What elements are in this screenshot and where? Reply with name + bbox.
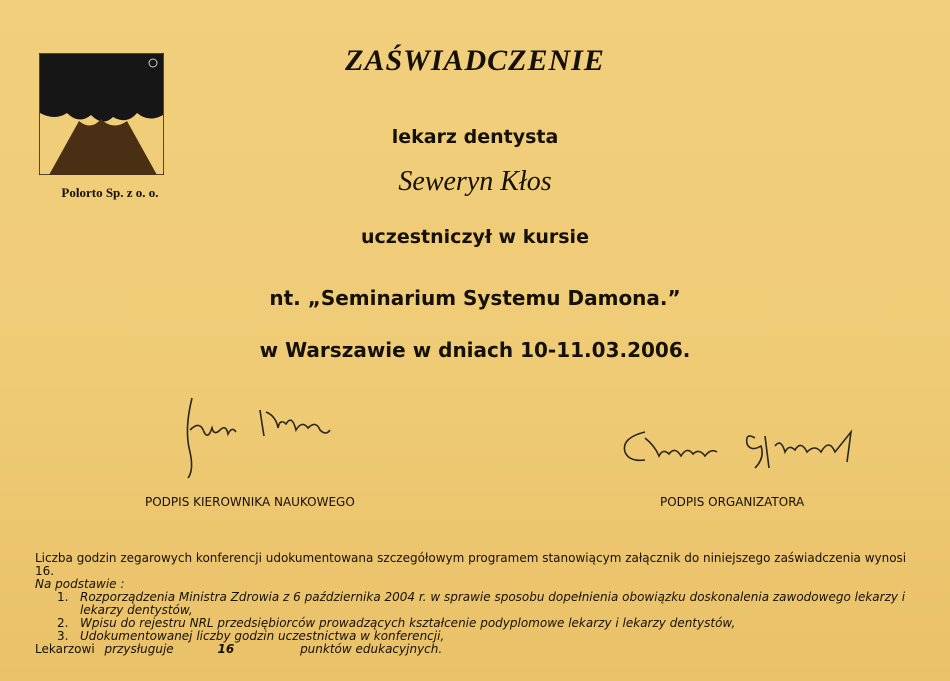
recipient-name: Seweryn Kłos [398,166,552,197]
basis-label: Na podstawie : [35,577,125,591]
points-value: 16 [217,642,235,656]
list-item [35,591,915,617]
points-label: przysługuje [104,642,174,656]
info-section [35,552,915,656]
list-item-number: 2. [57,616,69,630]
list-item-text: Wpisu do rejestru NRL przedsiębiorców prowadzących kształcenie podyplomowe lekarzy i lekarzy dentystów, [80,616,736,630]
hours-text: Liczba godzin zegarowych konferencji udokumentowana szczegółowym programem stanowiącym załącznik do niniejszego zaświadczenia wynosi 16. [35,551,907,578]
list-item-text: Udokumentowanej liczby godzin uczestnictwa w konferencji, [80,629,445,643]
place-and-date: w Warszawie w dniach 10-11.03.2006. [259,338,691,362]
list-item-number: 3. [57,629,69,643]
course-title: nt. „Seminarium Systemu Damona.” [269,286,681,310]
points-prefix: Lekarzowi [35,642,95,656]
points-suffix: punktów edukacyjnych. [300,642,443,656]
list-item-text: Rozporządzenia Ministra Zdrowia z 6 października 2004 r. w sprawie sposobu dopełnienia obowiązku doskonalenia zawodowego lekarzy i lekarzy dentystów, [80,590,906,617]
list-item [35,630,915,643]
points-line [35,643,915,656]
basis-list [35,591,915,643]
right-signature-caption: PODPIS ORGANIZATORA [660,495,805,509]
participation-text: uczestniczył w kursie [361,226,589,248]
recipient-profession: lekarz dentysta [391,126,559,148]
list-item-number: 1. [57,590,69,604]
left-signature-caption: PODPIS KIEROWNIKA NAUKOWEGO [145,495,355,509]
certificate-title: ZAŚWIADCZENIE [345,44,605,77]
organizer-signature [615,418,870,478]
company-name: Polorto Sp. z o. o. [61,185,159,200]
scientific-director-signature [180,390,340,480]
